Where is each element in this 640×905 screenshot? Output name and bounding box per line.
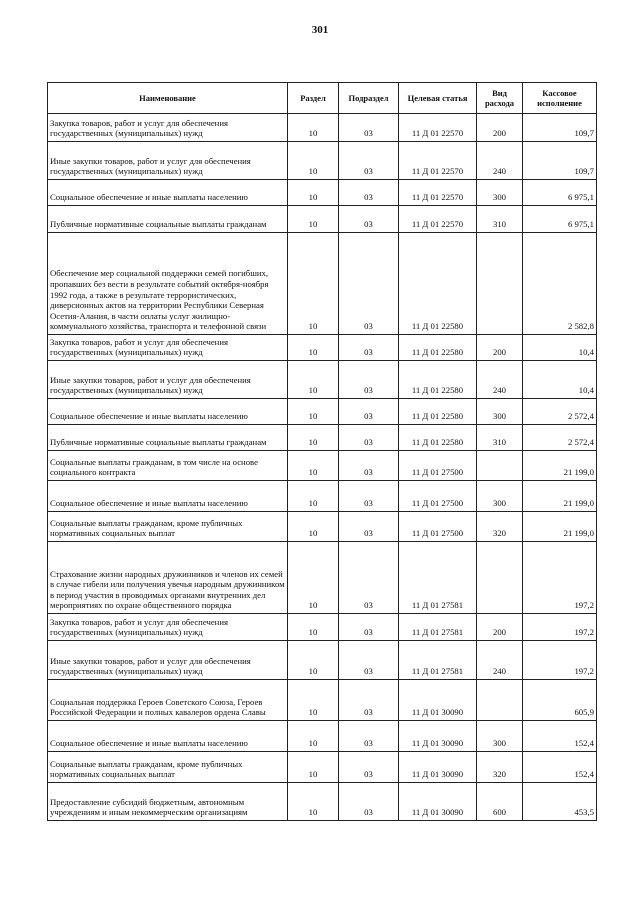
table-row bbox=[48, 114, 597, 142]
row-razdel: 10 bbox=[288, 399, 339, 425]
row-amount: 197,2 bbox=[523, 542, 597, 614]
row-razdel: 10 bbox=[288, 335, 339, 361]
row-target: 11 Д 01 22570 bbox=[399, 114, 477, 142]
row-amount: 197,2 bbox=[523, 614, 597, 641]
row-amount: 6 975,1 bbox=[523, 206, 597, 233]
header-name: Наименование bbox=[48, 83, 288, 114]
row-razdel: 10 bbox=[288, 680, 339, 721]
row-amount: 152,4 bbox=[523, 721, 597, 752]
row-amount: 453,5 bbox=[523, 783, 597, 821]
table-row bbox=[48, 206, 597, 233]
row-podrazdel: 03 bbox=[339, 206, 399, 233]
table-row bbox=[48, 721, 597, 752]
row-razdel: 10 bbox=[288, 783, 339, 821]
row-razdel: 10 bbox=[288, 721, 339, 752]
table-row bbox=[48, 481, 597, 512]
row-razdel: 10 bbox=[288, 752, 339, 783]
row-razdel: 10 bbox=[288, 206, 339, 233]
row-podrazdel: 03 bbox=[339, 451, 399, 481]
header-cash-execution: Кассовое исполнение bbox=[523, 83, 597, 114]
row-podrazdel: 03 bbox=[339, 425, 399, 451]
row-amount: 21 199,0 bbox=[523, 512, 597, 542]
row-name: Закупка товаров, работ и услуг для обеспечения государственных (муниципальных) нужд bbox=[48, 614, 288, 641]
table-row bbox=[48, 180, 597, 206]
row-razdel: 10 bbox=[288, 180, 339, 206]
row-name: Социальные выплаты гражданам, в том числе на основе социального контракта bbox=[48, 451, 288, 481]
row-amount: 2 582,8 bbox=[523, 233, 597, 335]
row-amount: 109,7 bbox=[523, 114, 597, 142]
table-row bbox=[48, 233, 597, 335]
row-vid: 300 bbox=[477, 721, 523, 752]
table-header-row bbox=[48, 83, 597, 114]
row-name: Страхование жизни народных дружинников и членов их семей в случае гибели или получения увечья народным дружинником в период участия в проводимых органами внутренних дел мероприятиях по охране общественного порядка bbox=[48, 542, 288, 614]
row-target: 11 Д 01 22570 bbox=[399, 142, 477, 180]
row-target: 11 Д 01 27581 bbox=[399, 542, 477, 614]
row-razdel: 10 bbox=[288, 542, 339, 614]
table-row bbox=[48, 361, 597, 399]
row-amount: 2 572,4 bbox=[523, 425, 597, 451]
table-row bbox=[48, 425, 597, 451]
row-name: Социальное обеспечение и иные выплаты населению bbox=[48, 180, 288, 206]
row-vid: 300 bbox=[477, 180, 523, 206]
row-razdel: 10 bbox=[288, 114, 339, 142]
row-vid bbox=[477, 451, 523, 481]
row-target: 11 Д 01 22570 bbox=[399, 206, 477, 233]
row-razdel: 10 bbox=[288, 425, 339, 451]
row-target: 11 Д 01 30090 bbox=[399, 783, 477, 821]
row-name: Иные закупки товаров, работ и услуг для обеспечения государственных (муниципальных) нужд bbox=[48, 641, 288, 680]
row-target: 11 Д 01 22580 bbox=[399, 425, 477, 451]
row-vid: 310 bbox=[477, 206, 523, 233]
row-podrazdel: 03 bbox=[339, 335, 399, 361]
row-podrazdel: 03 bbox=[339, 361, 399, 399]
row-razdel: 10 bbox=[288, 614, 339, 641]
table-row bbox=[48, 542, 597, 614]
row-podrazdel: 03 bbox=[339, 233, 399, 335]
row-target: 11 Д 01 27500 bbox=[399, 512, 477, 542]
row-podrazdel: 03 bbox=[339, 399, 399, 425]
row-vid: 320 bbox=[477, 512, 523, 542]
table-row bbox=[48, 614, 597, 641]
row-target: 11 Д 01 27500 bbox=[399, 451, 477, 481]
row-target: 11 Д 01 27581 bbox=[399, 614, 477, 641]
header-podrazdel: Подраздел bbox=[339, 83, 399, 114]
row-amount: 109,7 bbox=[523, 142, 597, 180]
row-podrazdel: 03 bbox=[339, 783, 399, 821]
table-row bbox=[48, 783, 597, 821]
table-row bbox=[48, 142, 597, 180]
row-vid: 240 bbox=[477, 361, 523, 399]
row-razdel: 10 bbox=[288, 142, 339, 180]
row-vid: 310 bbox=[477, 425, 523, 451]
row-podrazdel: 03 bbox=[339, 641, 399, 680]
row-razdel: 10 bbox=[288, 481, 339, 512]
row-podrazdel: 03 bbox=[339, 180, 399, 206]
row-podrazdel: 03 bbox=[339, 614, 399, 641]
header-target-article: Целевая статья bbox=[399, 83, 477, 114]
row-vid: 300 bbox=[477, 481, 523, 512]
row-vid: 240 bbox=[477, 641, 523, 680]
row-razdel: 10 bbox=[288, 451, 339, 481]
row-target: 11 Д 01 27500 bbox=[399, 481, 477, 512]
row-target: 11 Д 01 22580 bbox=[399, 399, 477, 425]
row-amount: 21 199,0 bbox=[523, 451, 597, 481]
row-name: Закупка товаров, работ и услуг для обеспечения государственных (муниципальных) нужд bbox=[48, 335, 288, 361]
row-target: 11 Д 01 30090 bbox=[399, 680, 477, 721]
page-number: 301 bbox=[311, 24, 329, 36]
header-expense-type: Вид расхода bbox=[477, 83, 523, 114]
row-target: 11 Д 01 27581 bbox=[399, 641, 477, 680]
row-podrazdel: 03 bbox=[339, 481, 399, 512]
row-podrazdel: 03 bbox=[339, 142, 399, 180]
row-podrazdel: 03 bbox=[339, 114, 399, 142]
row-razdel: 10 bbox=[288, 233, 339, 335]
row-razdel: 10 bbox=[288, 641, 339, 680]
row-razdel: 10 bbox=[288, 361, 339, 399]
row-amount: 10,4 bbox=[523, 361, 597, 399]
row-name: Обеспечение мер социальной поддержки семей погибших, пропавших без вести в результате событий октября-ноября 1992 года, а также в результате террористических, диверсионных актов на территории Республики Северная Осетия-Алания, в части оплаты услуг жилищно-коммунального хозяйства, транспорта и телефонной связи bbox=[48, 233, 288, 335]
row-name: Иные закупки товаров, работ и услуг для обеспечения государственных (муниципальных) нужд bbox=[48, 142, 288, 180]
row-vid bbox=[477, 233, 523, 335]
row-vid: 600 bbox=[477, 783, 523, 821]
row-name: Социальная поддержка Героев Советского Союза, Героев Российской Федерации и полных кавалеров ордена Славы bbox=[48, 680, 288, 721]
header-razdel: Раздел bbox=[288, 83, 339, 114]
row-vid: 200 bbox=[477, 335, 523, 361]
row-amount: 197,2 bbox=[523, 641, 597, 680]
row-vid bbox=[477, 680, 523, 721]
row-podrazdel: 03 bbox=[339, 512, 399, 542]
table-row bbox=[48, 399, 597, 425]
row-vid: 200 bbox=[477, 114, 523, 142]
row-amount: 21 199,0 bbox=[523, 481, 597, 512]
table-row bbox=[48, 641, 597, 680]
row-name: Иные закупки товаров, работ и услуг для обеспечения государственных (муниципальных) нужд bbox=[48, 361, 288, 399]
row-amount: 10,4 bbox=[523, 335, 597, 361]
row-name: Социальное обеспечение и иные выплаты населению bbox=[48, 481, 288, 512]
row-amount: 152,4 bbox=[523, 752, 597, 783]
row-vid: 320 bbox=[477, 752, 523, 783]
row-target: 11 Д 01 30090 bbox=[399, 752, 477, 783]
row-vid: 300 bbox=[477, 399, 523, 425]
row-vid bbox=[477, 542, 523, 614]
row-target: 11 Д 01 22580 bbox=[399, 335, 477, 361]
row-podrazdel: 03 bbox=[339, 721, 399, 752]
row-amount: 6 975,1 bbox=[523, 180, 597, 206]
table-row bbox=[48, 752, 597, 783]
row-name: Социальное обеспечение и иные выплаты населению bbox=[48, 721, 288, 752]
row-target: 11 Д 01 22570 bbox=[399, 180, 477, 206]
row-podrazdel: 03 bbox=[339, 752, 399, 783]
row-vid: 240 bbox=[477, 142, 523, 180]
budget-execution-table bbox=[47, 82, 597, 821]
row-amount: 605,9 bbox=[523, 680, 597, 721]
row-amount: 2 572,4 bbox=[523, 399, 597, 425]
row-name: Социальные выплаты гражданам, кроме публичных нормативных социальных выплат bbox=[48, 752, 288, 783]
row-target: 11 Д 01 22580 bbox=[399, 233, 477, 335]
row-target: 11 Д 01 30090 bbox=[399, 721, 477, 752]
table-row bbox=[48, 512, 597, 542]
row-name: Закупка товаров, работ и услуг для обеспечения государственных (муниципальных) нужд bbox=[48, 114, 288, 142]
row-vid: 200 bbox=[477, 614, 523, 641]
table-row bbox=[48, 451, 597, 481]
row-name: Предоставление субсидий бюджетным, автономным учреждениям и иным некоммерческим организациям bbox=[48, 783, 288, 821]
row-razdel: 10 bbox=[288, 512, 339, 542]
table-row bbox=[48, 680, 597, 721]
row-podrazdel: 03 bbox=[339, 542, 399, 614]
row-name: Социальные выплаты гражданам, кроме публичных нормативных социальных выплат bbox=[48, 512, 288, 542]
row-podrazdel: 03 bbox=[339, 680, 399, 721]
row-target: 11 Д 01 22580 bbox=[399, 361, 477, 399]
row-name: Публичные нормативные социальные выплаты гражданам bbox=[48, 206, 288, 233]
table-row bbox=[48, 335, 597, 361]
row-name: Публичные нормативные социальные выплаты гражданам bbox=[48, 425, 288, 451]
row-name: Социальное обеспечение и иные выплаты населению bbox=[48, 399, 288, 425]
